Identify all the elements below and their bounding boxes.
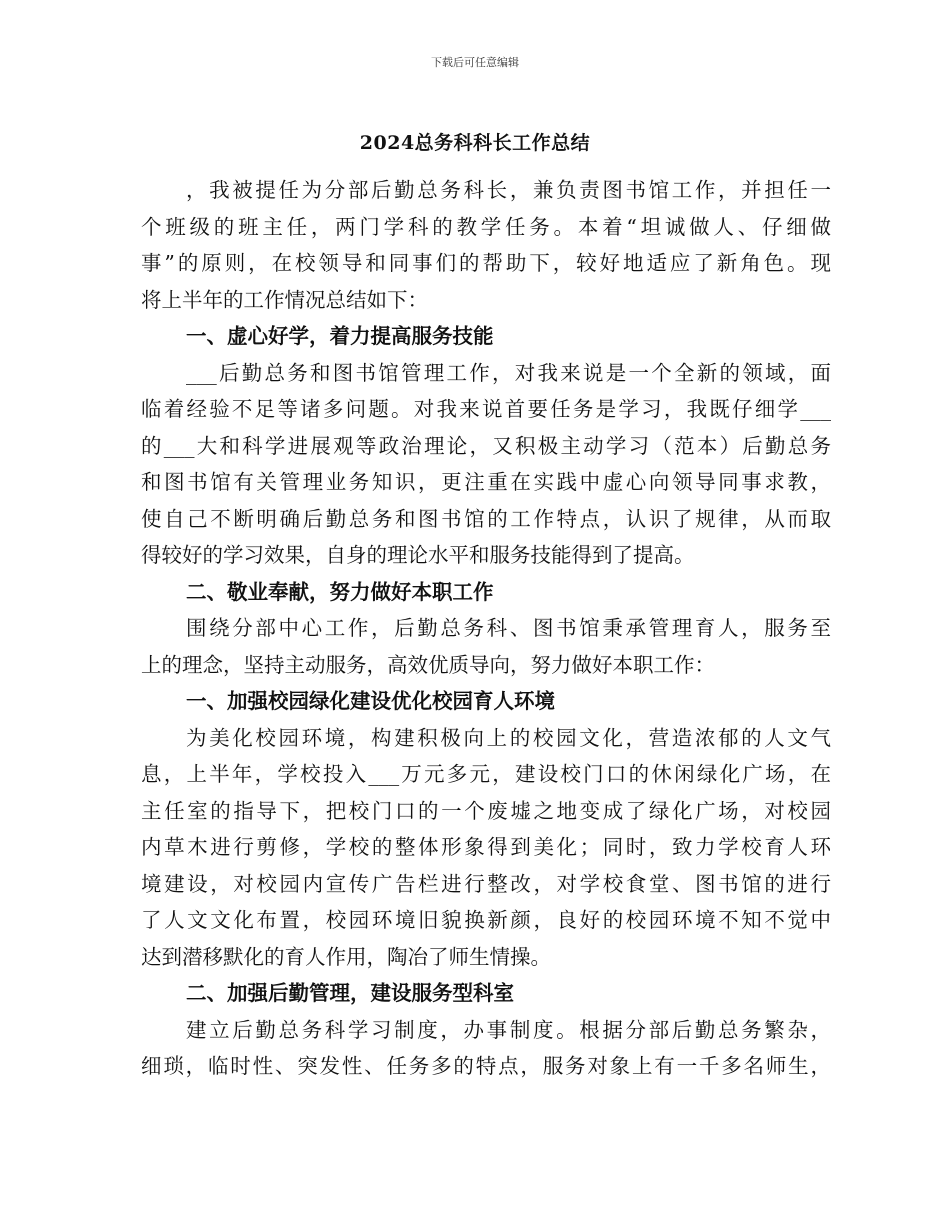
paragraph-line: 息，上半年，学校投入___万元多元，建设校门口的休闲绿化广场，在	[141, 762, 831, 786]
section-heading: 二、敬业奉献，努力做好本职工作	[186, 579, 494, 604]
page-header-note: 下载后可任意编辑	[431, 56, 519, 69]
paragraph-line: 境建设，对校园内宣传广告栏进行整改，对学校食堂、图书馆的进行	[141, 871, 831, 896]
paragraph-line: 临着经验不足等诸多问题。对我来说首要任务是学习，我既仔细学___	[141, 397, 831, 421]
document-title: 2024总务科科长工作总结	[359, 132, 591, 154]
paragraph-line: 为美化校园环境，构建积极向上的校园文化，营造浓郁的人文气	[186, 725, 831, 750]
paragraph-line: 上的理念，坚持主动服务，高效优质导向，努力做好本职工作：	[141, 652, 715, 677]
paragraph-line: 细琐，临时性、突发性、任务多的特点，服务对象上有一千多名师生，	[141, 1054, 831, 1078]
paragraph-line: 得较好的学习效果，自身的理论水平和服务技能得到了提高。	[141, 543, 695, 567]
paragraph-line: 内草木进行剪修，学校的整体形象得到美化；同时，致力学校育人环	[141, 835, 831, 859]
paragraph-line: 个班级的班主任，两门学科的教学任务。本着“坦诚做人、仔细做	[141, 214, 831, 239]
paragraph-line: 使自己不断明确后勤总务和图书馆的工作特点，认识了规律，从而取	[141, 506, 831, 531]
paragraph-line: 建立后勤总务科学习制度，办事制度。根据分部后勤总务繁杂，	[186, 1017, 831, 1042]
paragraph-line: 围绕分部中心工作，后勤总务科、图书馆秉承管理育人，服务至	[186, 616, 831, 640]
paragraph-line: 和图书馆有关管理业务知识，更注重在实践中虚心向领导同事求教，	[141, 470, 831, 494]
section-heading: 一、虚心好学，着力提高服务技能	[186, 324, 494, 348]
paragraph-line: ，我被提任为分部后勤总务科长，兼负责图书馆工作，并担任一	[186, 178, 831, 202]
paragraph-line: 主任室的指导下，把校门口的一个废墟之地变成了绿化广场，对校园	[141, 798, 831, 823]
section-heading: 一、加强校园绿化建设优化校园育人环境	[186, 689, 555, 713]
section-heading: 二、加强后勤管理，建设服务型科室	[186, 981, 514, 1005]
paragraph-line: ___后勤总务和图书馆管理工作，对我来说是一个全新的领域，面	[186, 360, 831, 385]
paragraph-line: 达到潜移默化的育人作用，陶冶了师生情操。	[141, 944, 551, 969]
paragraph-line: 的___大和科学进展观等政治理论，又积极主动学习（范本）后勤总务	[141, 433, 831, 458]
document-body	[141, 172, 831, 1085]
paragraph-line: 将上半年的工作情况总结如下：	[141, 287, 428, 312]
paragraph-line: 事”的原则，在校领导和同事们的帮助下，较好地适应了新角色。现	[141, 251, 831, 275]
paragraph-line: 了人文文化布置，校园环境旧貌换新颜，良好的校园环境不知不觉中	[141, 908, 831, 932]
